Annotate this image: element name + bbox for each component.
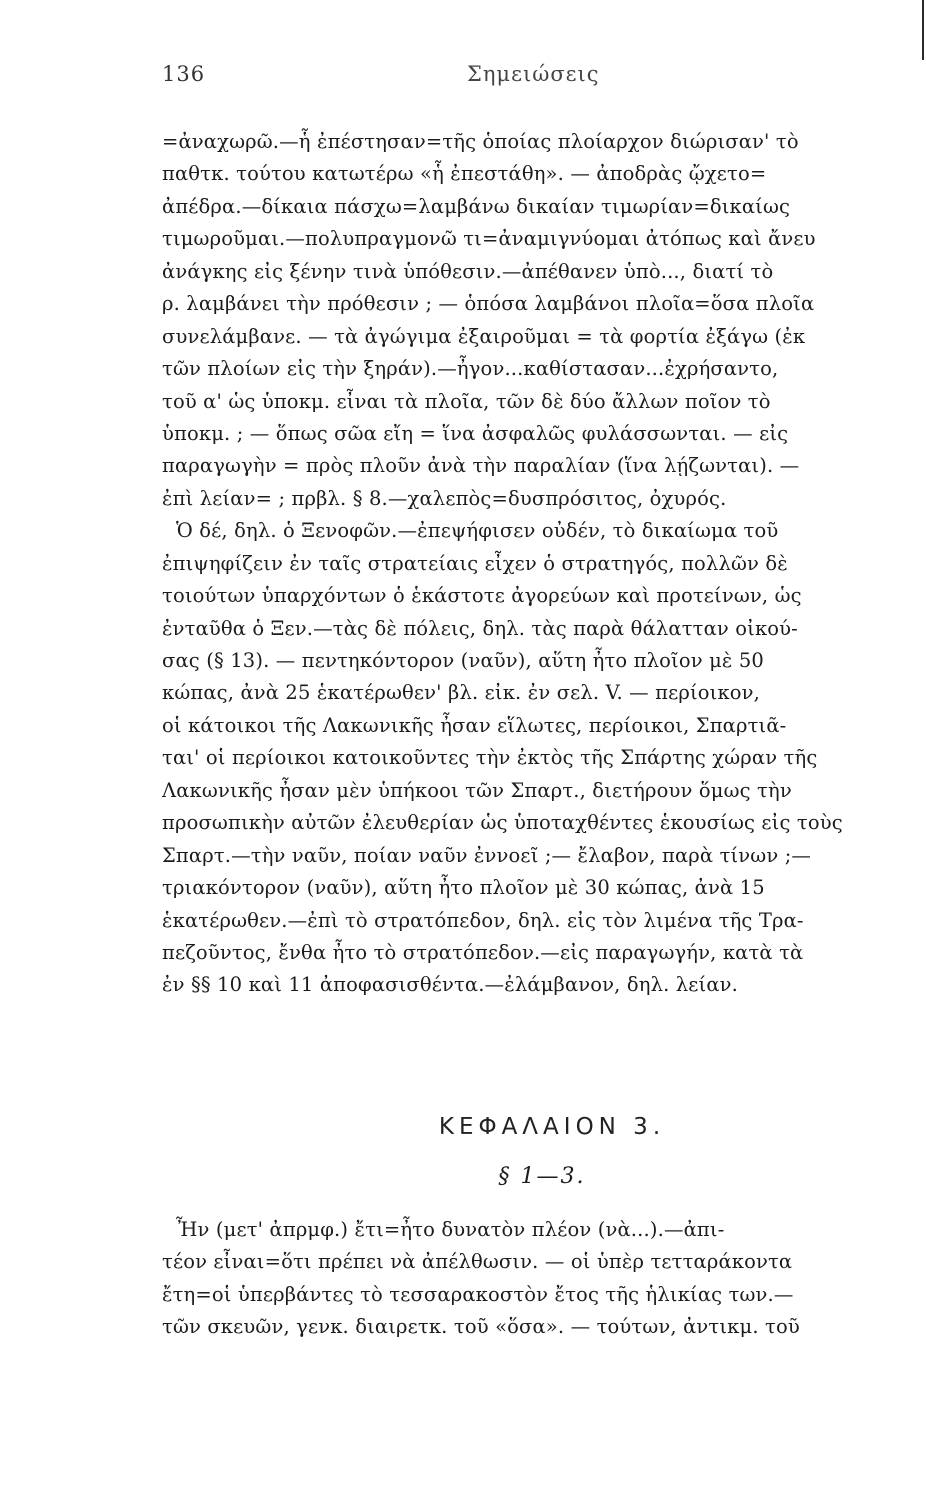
text-line: ἐπιψηφίζειν ἐν ταῖς στρατείαις εἶχεν ὁ στρατηγός, πολλῶν δὲ (162, 551, 788, 575)
running-title: Σημειώσεις (467, 62, 600, 86)
page-edge-line (922, 0, 924, 60)
text-line: πεζοῦντος, ἔνθα ἦτο τὸ στρατόπεδον.—εἰς παραγωγήν, κατὰ τὰ (162, 940, 804, 964)
section-heading: § 1—3. (498, 1164, 586, 1189)
notes-text-block (162, 126, 902, 1002)
chapter-notes-block (162, 1214, 902, 1344)
text-line: Ἦν (μετ' ἀπρμφ.) ἔτι=ἦτο δυνατὸν πλέον (νὰ...).—ἀπι- (176, 1218, 725, 1241)
text-line: προσωπικὴν αὐτῶν ἐλευθερίαν ὡς ὑποταχθέντες ἑκουσίως εἰς τοὺς (162, 811, 843, 835)
text-line: ἔτη=οἱ ὑπερβάντες τὸ τεσσαρακοστὸν ἔτος τῆς ἡλικίας των.— (162, 1282, 794, 1306)
text-line: ἐπὶ λείαν= ; πρβλ. § 8.—χαλεπὸς=δυσπρόσιτος, ὀχυρός. (162, 486, 727, 510)
text-line: τριακόντορον (ναῦν), αὕτη ἦτο πλοῖον μὲ 30 κώπας, ἀνὰ 15 (162, 876, 765, 900)
page-number: 136 (162, 62, 206, 86)
text-line: ται' οἱ περίοικοι κατοικοῦντες τὴν ἐκτὸς τῆς Σπάρτης χώραν τῆς (162, 746, 818, 770)
text-line: ἀπέδρα.—δίκαια πάσχω=λαμβάνω δικαίαν τιμωρίαν=δικαίως (162, 194, 791, 218)
text-line: =ἀναχωρῶ.—ἧ ἐπέστησαν=τῆς ὁποίας πλοίαρχον διώρισαν' τὸ (162, 130, 799, 153)
running-head (162, 62, 897, 94)
text-line: παθτκ. τούτου κατωτέρω «ἧ ἐπεστάθη». — ἀποδρὰς ᾤχετο= (162, 162, 767, 186)
chapter-heading: ΚΕΦΑΛΑΙΟΝ 3. (438, 1114, 666, 1140)
text-line: τῶν πλοίων εἰς τὴν ξηράν).—ἦγον...καθίστασαν...ἐχρήσαντο, (162, 357, 779, 381)
text-line: οἱ κάτοικοι τῆς Λακωνικῆς ἦσαν εἵλωτες, περίοικοι, Σπαρτιᾶ- (162, 713, 787, 737)
text-line: τοῦ α' ὡς ὑποκμ. εἶναι τὰ πλοῖα, τῶν δὲ δύο ἄλλων ποῖον τὸ (162, 389, 771, 413)
text-line: κώπας, ἀνὰ 25 ἑκατέρωθεν' βλ. εἰκ. ἐν σελ. V. — περίοικον, (162, 681, 761, 705)
text-line: ἀνάγκης εἰς ξένην τινὰ ὑπόθεσιν.—ἀπέθανεν ὑπὸ..., διατί τὸ (162, 259, 774, 283)
text-line: παραγωγὴν = πρὸς πλοῦν ἀνὰ τὴν παραλίαν (ἵνα λῄζωνται). — (162, 454, 800, 478)
text-line: Σπαρτ.—τὴν ναῦν, ποίαν ναῦν ἐννοεῖ ;— ἔλαβον, παρὰ τίνων ;— (162, 843, 812, 867)
text-line: τῶν σκευῶν, γενκ. διαιρετκ. τοῦ «ὅσα». — τούτων, ἀντικμ. τοῦ (162, 1315, 800, 1339)
text-line: ἐνταῦθα ὁ Ξεν.—τὰς δὲ πόλεις, δηλ. τὰς παρὰ θάλατταν οἰκού- (162, 616, 798, 640)
text-line: Λακωνικῆς ἦσαν μὲν ὑπήκοοι τῶν Σπαρτ., διετήρουν ὅμως τὴν (162, 778, 792, 802)
text-line: τιμωροῦμαι.—πολυπραγμονῶ τι=ἀναμιγνύομαι ἀτόπως καὶ ἄνευ (162, 227, 816, 251)
text-line: σας (§ 13). — πεντηκόντορον (ναῦν), αὕτη ἦτο πλοῖον μὲ 50 (162, 649, 764, 672)
text-line: ὑποκμ. ; — ὅπως σῶα εἴη = ἵνα ἀσφαλῶς φυλάσσωνται. — εἰς (162, 421, 789, 445)
text-line: τέον εἶναι=ὅτι πρέπει νὰ ἀπέλθωσιν. — οἱ ὑπὲρ τετταράκοντα (162, 1250, 793, 1274)
text-line: ἐν §§ 10 καὶ 11 ἀποφασισθέντα.—ἐλάμβανον, δηλ. λείαν. (162, 973, 739, 997)
text-line: Ὁ δέ, δηλ. ὁ Ξενοφῶν.—ἐπεψήφισεν οὐδέν, τὸ δικαίωμα τοῦ (176, 519, 779, 543)
text-line: ἑκατέρωθεν.—ἐπὶ τὸ στρατόπεδον, δηλ. εἰς τὸν λιμένα τῆς Τρα- (162, 908, 804, 932)
text-line: τοιούτων ὑπαρχόντων ὁ ἑκάστοτε ἀγορεύων καὶ προτείνων, ὡς (162, 584, 802, 608)
text-line: ρ. λαμβάνει τὴν πρόθεσιν ; — ὁπόσα λαμβάνοι πλοῖα=ὅσα πλοῖα (162, 292, 815, 316)
text-line: συνελάμβανε. — τὰ ἀγώγιμα ἐξαιροῦμαι = τὰ φορτία ἐξάγω (ἐκ (162, 324, 806, 348)
